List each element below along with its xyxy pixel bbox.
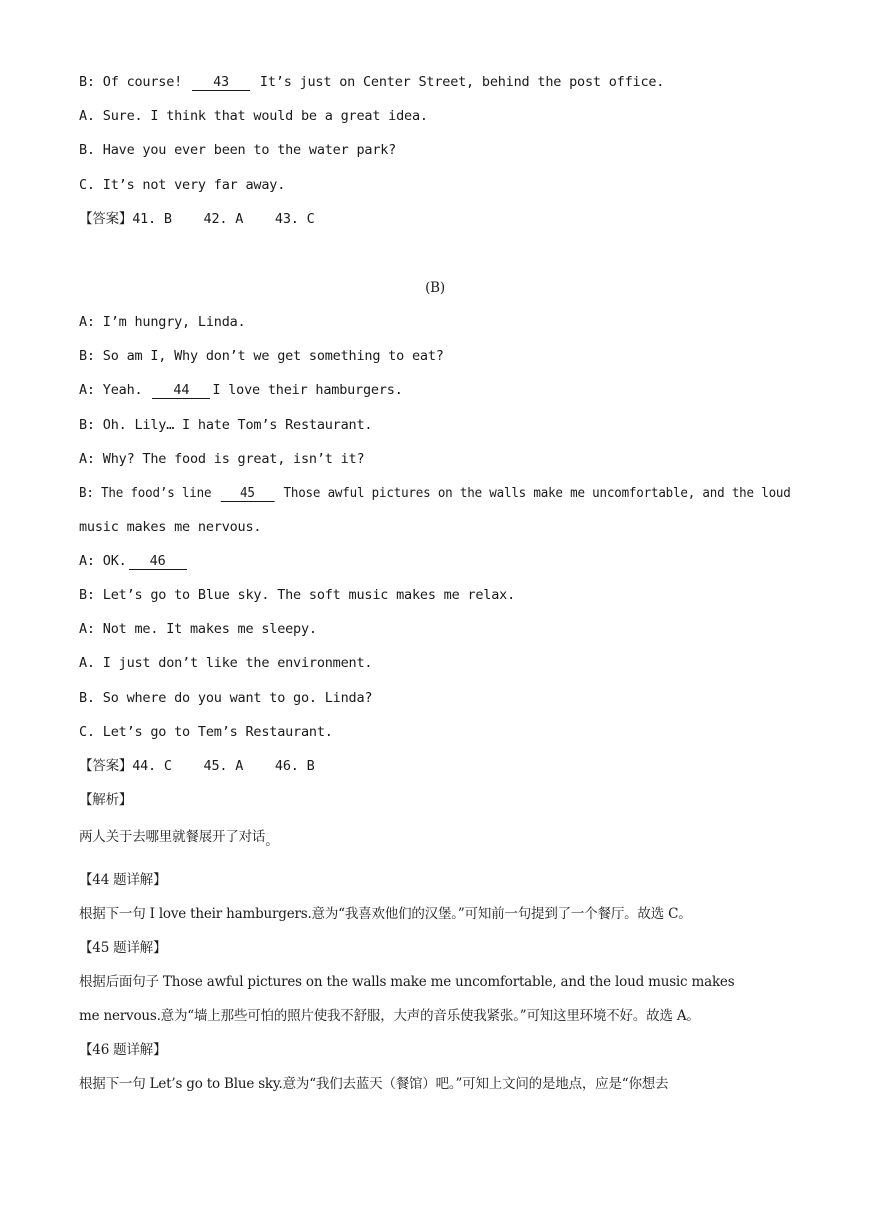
answer-line-b	[79, 754, 315, 778]
analysis-label: 【解析】	[79, 792, 133, 808]
q44-label: 【44 题详解】	[79, 872, 167, 888]
answer-label: 【答案】	[79, 211, 133, 227]
q46-label: 【46 题详解】	[79, 1042, 167, 1058]
dialogue-line-6	[79, 481, 791, 505]
dialogue-line-8: B: Let’s go to Blue sky. The soft music makes me relax.	[79, 587, 516, 603]
dialogue-line-7	[79, 549, 189, 573]
blank-43: 43	[192, 74, 250, 91]
q45-label: 【45 题详解】	[79, 940, 167, 956]
answer-text: 41. B 42. A 43. C	[132, 211, 315, 227]
dialogue-line-5: A: Why? The food is great, isn’t it?	[79, 451, 365, 467]
q46-text: 根据下一句 Let’s go to Blue sky.意为“我们去蓝天（餐馆）吧。”可知上文问的是地点，应是“你想去	[79, 1076, 669, 1092]
line-prefix: A: Yeah.	[79, 382, 151, 398]
line-prefix: B: Of course!	[79, 74, 190, 90]
q45-text-line1: 根据后面句子 Those awful pictures on the walls make me uncomfortable, and the loud music makes	[79, 974, 735, 990]
analysis-period: 。	[265, 833, 279, 849]
answer-text: 44. C 45. A 46. B	[132, 758, 315, 774]
dialogue-line-1: A: I’m hungry, Linda.	[79, 314, 246, 330]
option-b: B. So where do you want to go. Linda?	[79, 690, 373, 706]
option-b: B. Have you ever been to the water park?	[79, 142, 397, 158]
q45-text-line2: me nervous.意为“墙上那些可怕的照片使我不舒服，大声的音乐使我紧张。”可知这里环境不好。故选 A。	[79, 1008, 700, 1024]
option-c: C. It’s not very far away.	[79, 177, 286, 193]
line-suffix: It’s just on Center Street, behind the post office.	[252, 74, 665, 90]
blank-45: 45	[221, 485, 275, 502]
section-heading-b: (B)	[425, 280, 445, 296]
option-a: A. I just don’t like the environment.	[79, 655, 373, 671]
dialogue-line-b-43	[79, 70, 664, 94]
option-a: A. Sure. I think that would be a great idea.	[79, 108, 428, 124]
line-prefix: B: The food’s line	[79, 485, 219, 501]
analysis-body: 两人关于去哪里就餐展开了对话	[79, 829, 266, 845]
blank-44: 44	[152, 382, 210, 399]
dialogue-line-9: A: Not me. It makes me sleepy.	[79, 621, 317, 637]
line-suffix: I love their hamburgers.	[212, 382, 403, 398]
answer-line-a	[79, 207, 315, 231]
dialogue-line-6-cont: music makes me nervous.	[79, 519, 262, 535]
answer-label: 【答案】	[79, 758, 133, 774]
blank-46: 46	[129, 553, 187, 570]
option-c: C. Let’s go to Tem’s Restaurant.	[79, 724, 333, 740]
analysis-text	[79, 825, 279, 849]
dialogue-line-4: B: Oh. Lily… I hate Tom’s Restaurant.	[79, 417, 373, 433]
line-suffix: Those awful pictures on the walls make me uncomfortable, and the loud	[276, 485, 791, 501]
q44-text: 根据下一句 I love their hamburgers.意为“我喜欢他们的汉堡。”可知前一句提到了一个餐厅。故选 C。	[79, 906, 692, 922]
dialogue-line-2: B: So am I, Why don’t we get something to eat?	[79, 348, 444, 364]
line-prefix: A: OK.	[79, 553, 127, 569]
dialogue-line-3	[79, 378, 403, 402]
